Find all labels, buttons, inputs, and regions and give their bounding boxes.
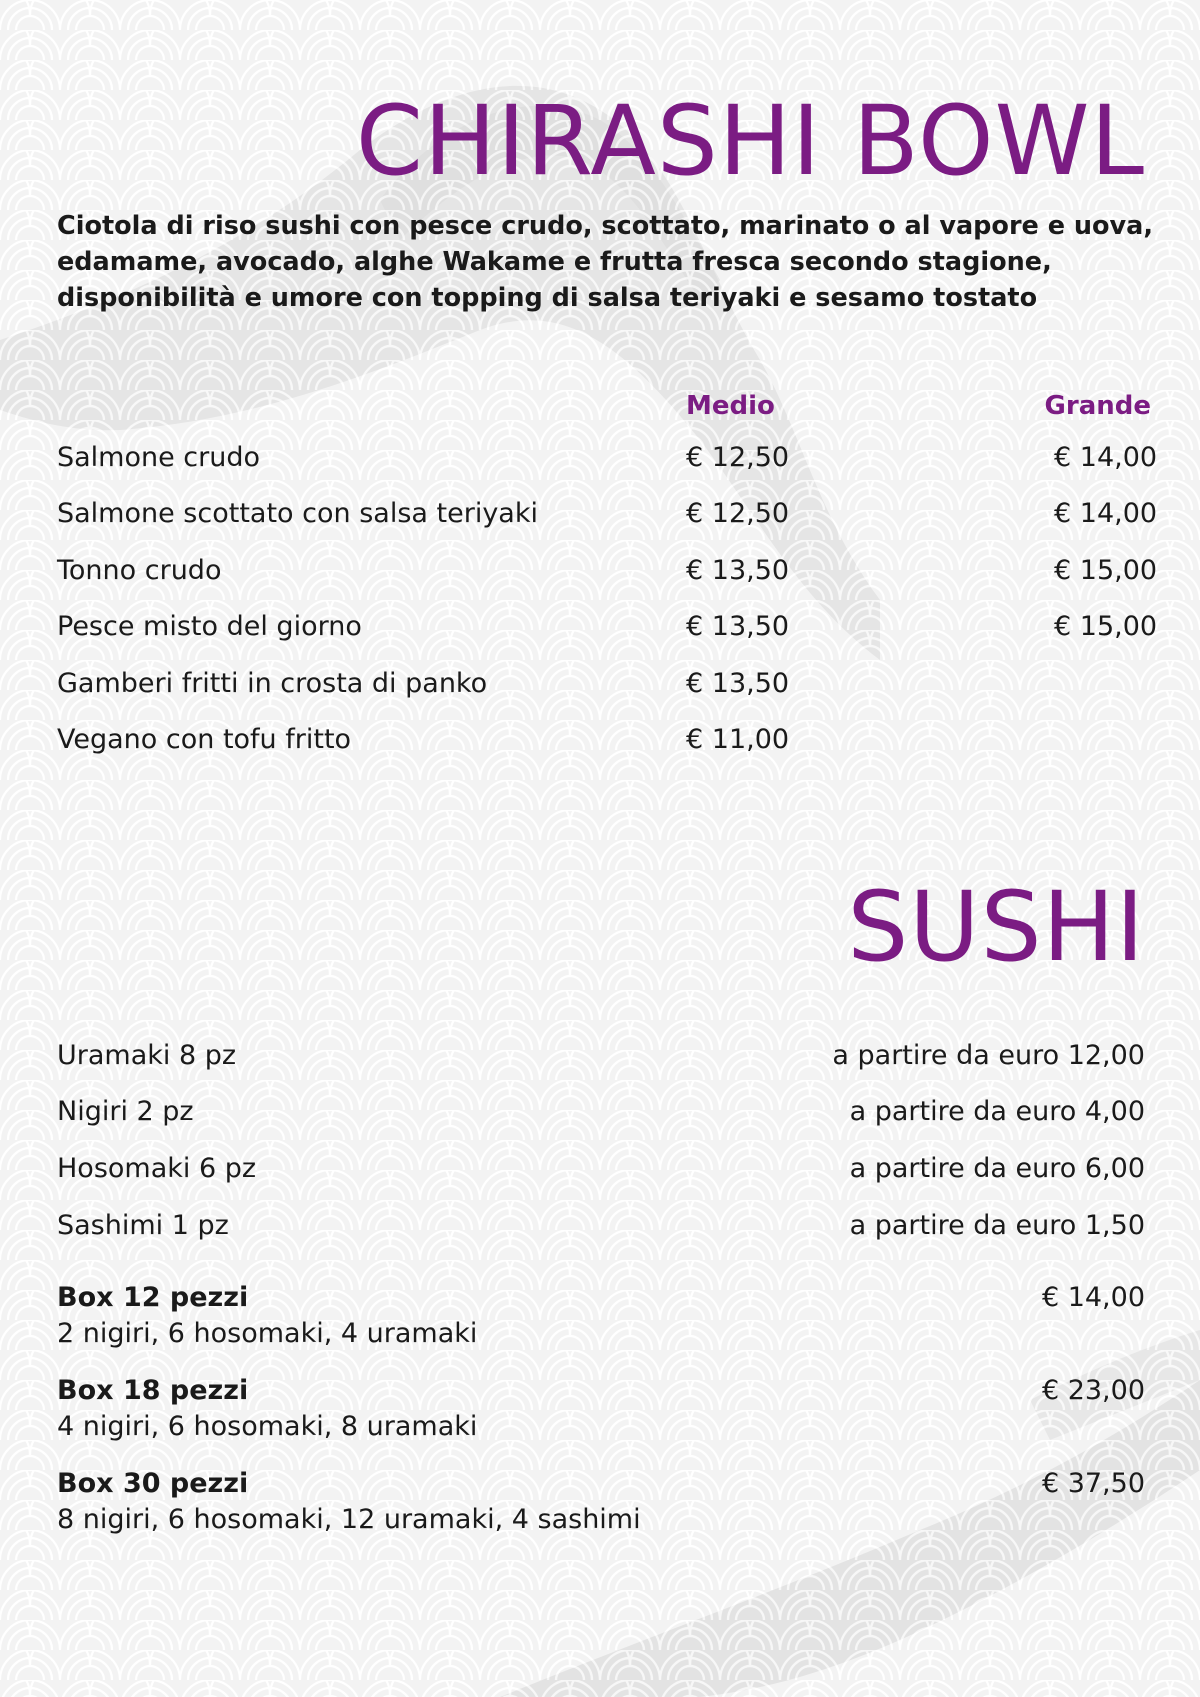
- menu-item-row: [57, 720, 1147, 760]
- item-name: Uramaki 8 pz: [57, 1040, 237, 1071]
- item-name: Pesce misto del giorno: [57, 611, 362, 642]
- price-medio: € 12,50: [686, 498, 790, 529]
- menu-item-row: [57, 607, 1158, 647]
- sushi-item-row: [57, 1149, 1145, 1189]
- sushi-box-item: [57, 1280, 1145, 1360]
- price-medio: € 13,50: [686, 555, 790, 586]
- menu-item-row: [57, 438, 1158, 478]
- item-name: Salmone scottato con salsa teriyaki: [57, 498, 538, 529]
- price-medio: € 13,50: [686, 611, 790, 642]
- price-medio: € 12,50: [686, 442, 790, 473]
- sushi-box-item: [57, 1373, 1145, 1453]
- price-grande: € 14,00: [1054, 442, 1158, 473]
- box-description: 8 nigiri, 6 hosomaki, 12 uramaki, 4 sashimi: [57, 1504, 641, 1535]
- chirashi-description: Ciotola di riso sushi con pesce crudo, scottato, marinato o al vapore e uova, edamame, avocado, alghe Wakame e frutta fresca secondo stagione, disponibilità e umore con topping di salsa teriyaki e sesamo tostato: [57, 211, 1154, 313]
- box-description: 4 nigiri, 6 hosomaki, 8 uramaki: [57, 1411, 478, 1442]
- item-name: Nigiri 2 pz: [57, 1096, 194, 1127]
- item-name: Gamberi fritti in crosta di panko: [57, 668, 488, 699]
- item-name: Vegano con tofu fritto: [57, 724, 352, 755]
- menu-item-row: [57, 494, 1158, 534]
- box-price: € 37,50: [1041, 1468, 1145, 1499]
- price-grande: € 15,00: [1054, 555, 1158, 586]
- menu-item-row: [57, 551, 1158, 591]
- price-grande: € 14,00: [1054, 498, 1158, 529]
- item-name: Hosomaki 6 pz: [57, 1153, 257, 1184]
- sushi-box-item: [57, 1466, 1145, 1546]
- item-price: a partire da euro 12,00: [832, 1040, 1145, 1071]
- item-name: Sashimi 1 pz: [57, 1210, 229, 1241]
- item-name: Salmone crudo: [57, 442, 261, 473]
- sushi-item-row: [57, 1092, 1145, 1132]
- menu-item-row: [57, 664, 1147, 704]
- sushi-item-row: [57, 1206, 1145, 1246]
- price-medio: € 11,00: [686, 724, 790, 755]
- box-title: Box 30 pezzi: [57, 1468, 249, 1499]
- sushi-item-row: [57, 1036, 1145, 1076]
- item-price: a partire da euro 1,50: [849, 1210, 1145, 1241]
- box-price: € 23,00: [1041, 1375, 1145, 1406]
- box-title: Box 12 pezzi: [57, 1282, 249, 1313]
- column-header-grande: Grande: [1044, 391, 1151, 421]
- item-price: a partire da euro 6,00: [849, 1153, 1145, 1184]
- box-title: Box 18 pezzi: [57, 1375, 249, 1406]
- sushi-title: SUSHI: [847, 871, 1145, 983]
- box-price: € 14,00: [1041, 1282, 1145, 1313]
- chirashi-bowl-title: CHIRASHI BOWL: [355, 85, 1145, 197]
- item-price: a partire da euro 4,00: [849, 1096, 1145, 1127]
- price-medio: € 13,50: [686, 668, 790, 699]
- item-name: Tonno crudo: [57, 555, 222, 586]
- column-header-medio: Medio: [686, 391, 775, 421]
- price-grande: € 15,00: [1054, 611, 1158, 642]
- box-description: 2 nigiri, 6 hosomaki, 4 uramaki: [57, 1318, 478, 1349]
